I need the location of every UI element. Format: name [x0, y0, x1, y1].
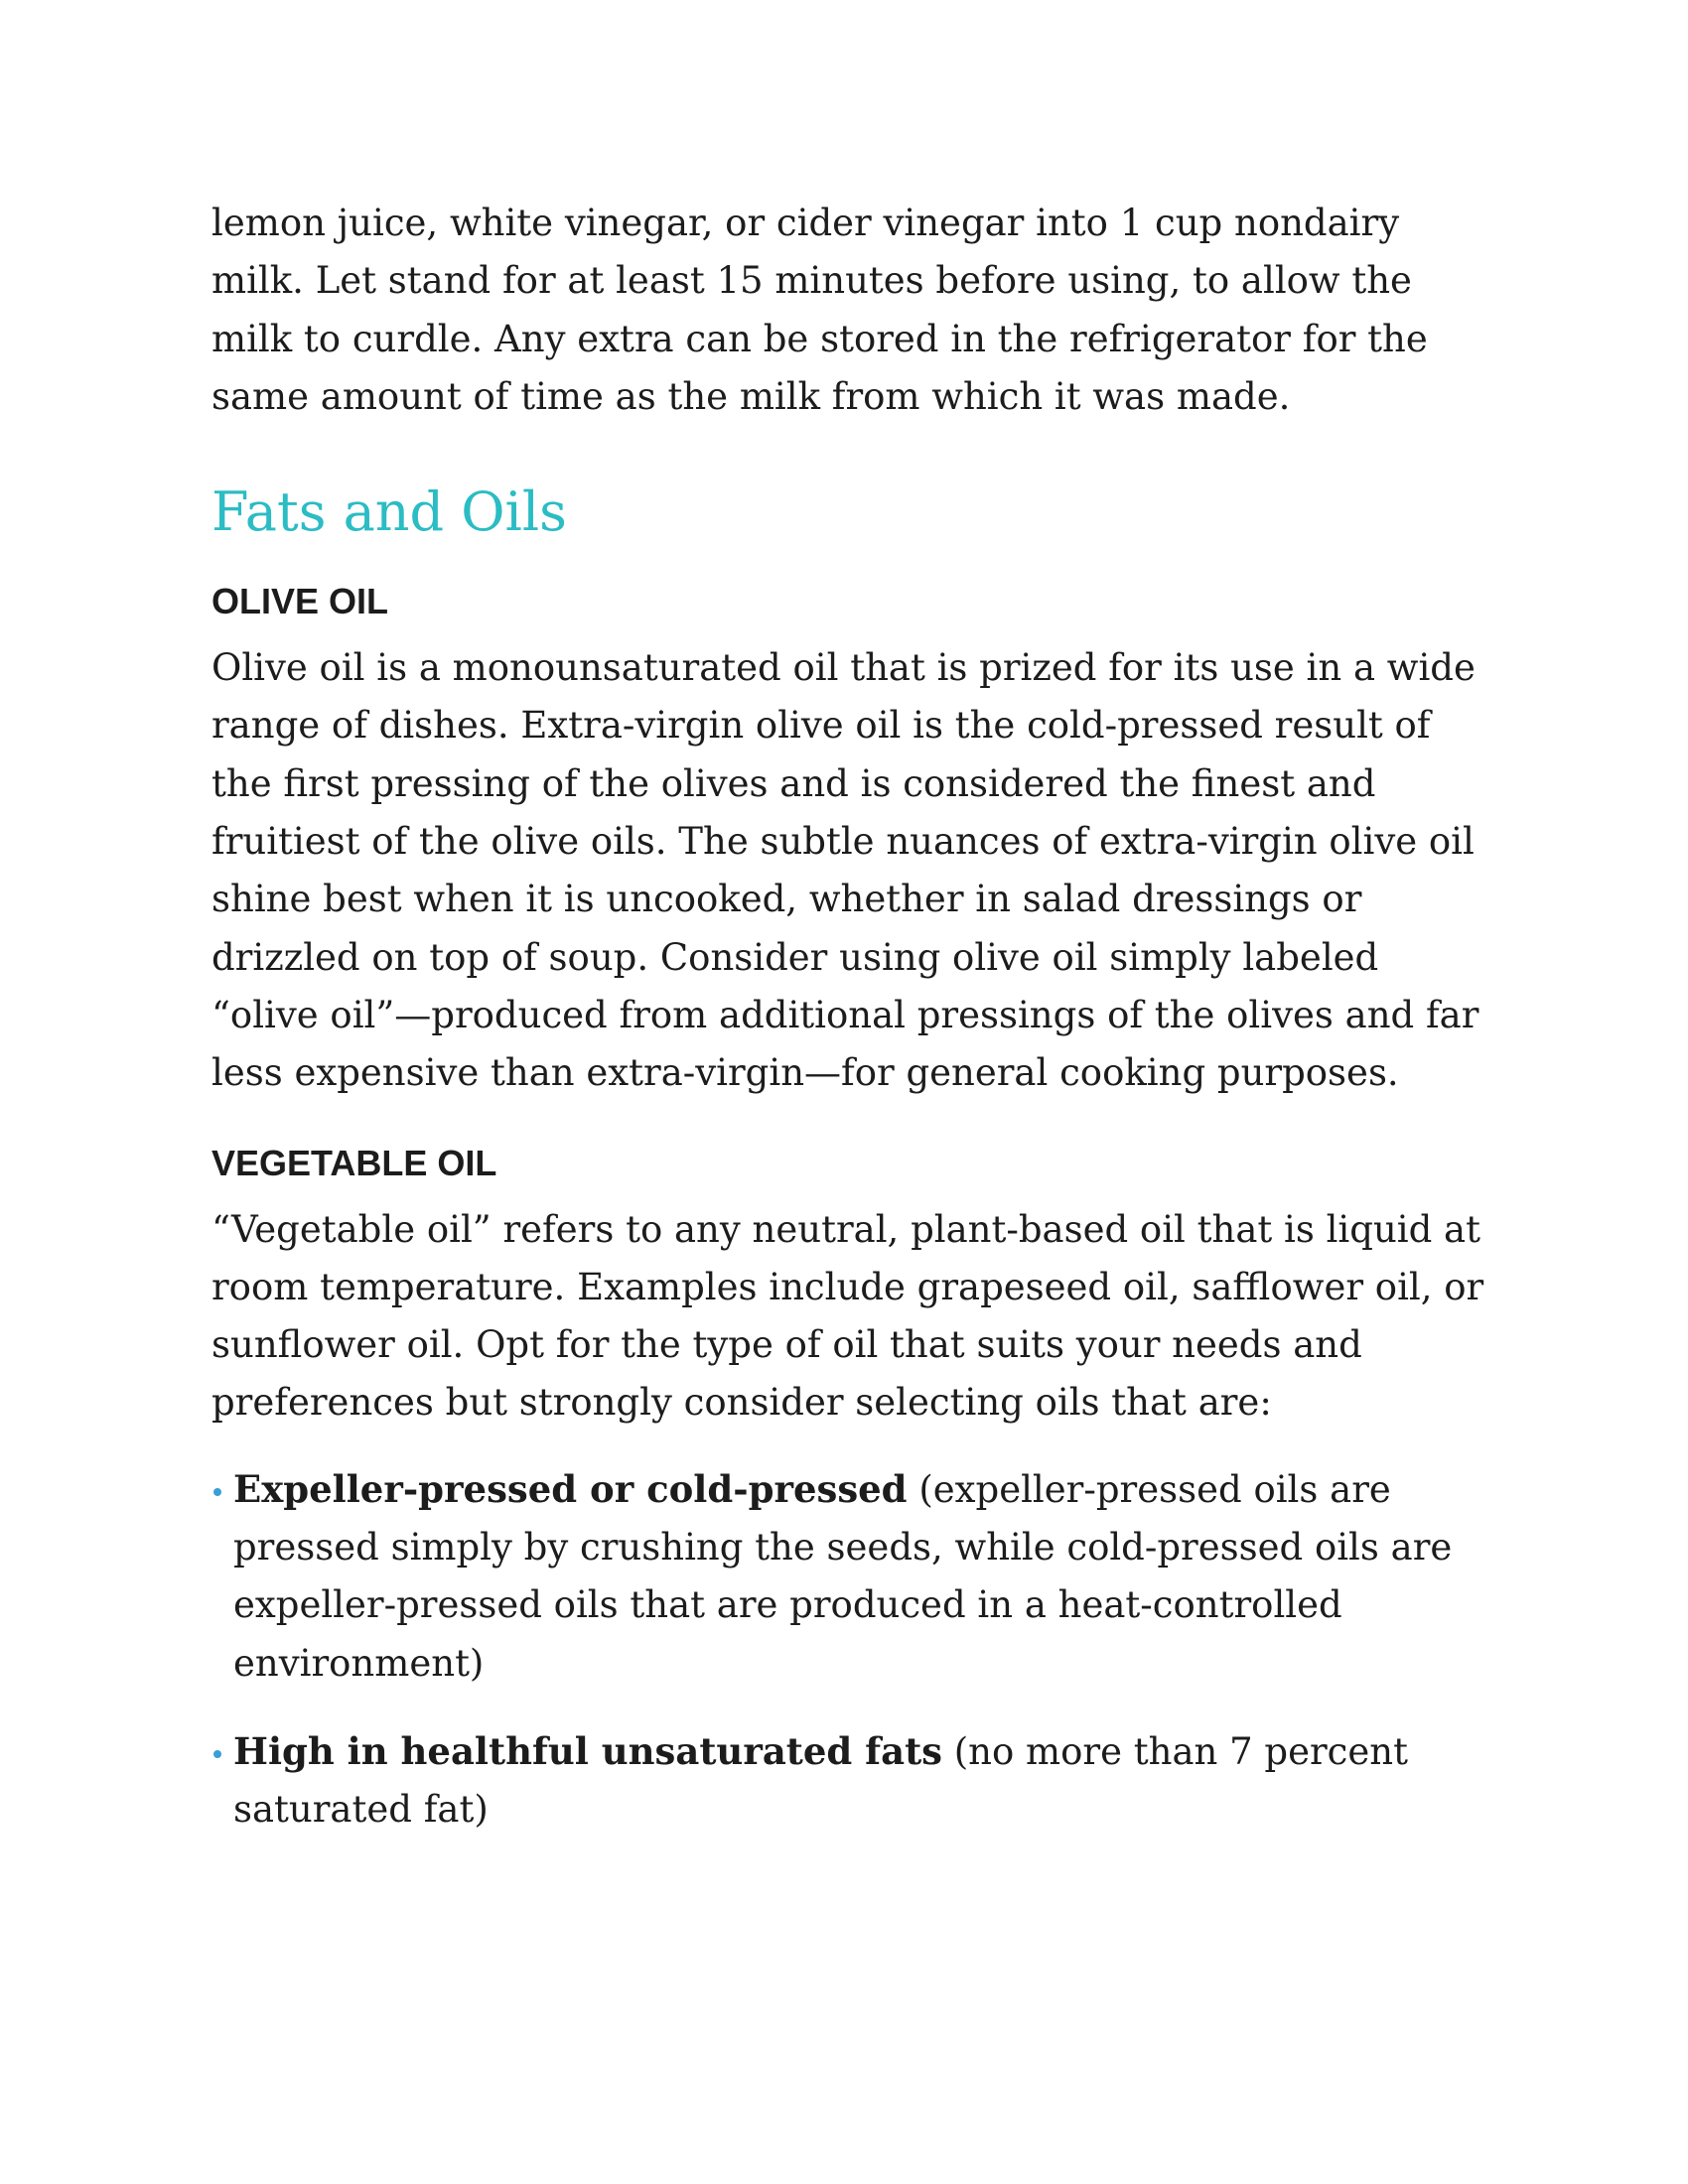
list-item-text: (no more than 7 percent saturated fat) — [233, 1729, 1408, 1832]
intro-paragraph: lemon juice, white vinegar, or cider vinegar into 1 cup nondairy milk. Let stand for at least 15 minutes before using, to allow the milk to curdle. Any extra can be stored in the refrigerator for the same amount of time as the milk from which it was made. — [211, 202, 1428, 418]
list-item-bold: Expeller-pressed or cold-pressed — [233, 1466, 908, 1511]
olive-oil-paragraph: Olive oil is a monounsaturated oil that is prized for its use in a wide range of dishes. Extra-virgin olive oil is the cold-pressed result of the first pressing of the olives and is considered the finest and fruitiest of the olive oils. The subtle nuances of extra-virgin olive oil shine best when it is uncooked, whether in salad dressings or drizzled on top of soup. Consider using olive oil simply labeled “olive oil”—produced from additional pressings of the olives and far less expensive than extra-virgin—for general cooking purposes. — [211, 646, 1479, 1095]
oil-criteria-list — [211, 1460, 1492, 1840]
bullet-dot-icon — [213, 1488, 221, 1496]
vegetable-oil-paragraph: “Vegetable oil” refers to any neutral, plant-based oil that is liquid at room temperature. Examples include grapeseed oil, safflower oil, or sunflower oil. Opt for the type of oil that suits your needs and preferences but strongly consider selecting oils that are: — [211, 1207, 1484, 1425]
section-title: Fats and Oils — [211, 480, 567, 544]
list-item-bold: High in healthful unsaturated fats — [233, 1728, 942, 1773]
vegetable-oil-heading: VEGETABLE OIL — [211, 1142, 497, 1183]
list-item-text: (expeller-pressed oils are pressed simply by crushing the seeds, while cold-pressed oils are expeller-pressed oils that are produced in a heat-controlled environment) — [233, 1467, 1453, 1685]
list-item — [211, 1722, 1492, 1840]
bullet-dot-icon — [213, 1750, 221, 1758]
list-item — [211, 1460, 1492, 1693]
olive-oil-heading: OLIVE OIL — [211, 581, 389, 622]
document-page — [211, 195, 1492, 1869]
